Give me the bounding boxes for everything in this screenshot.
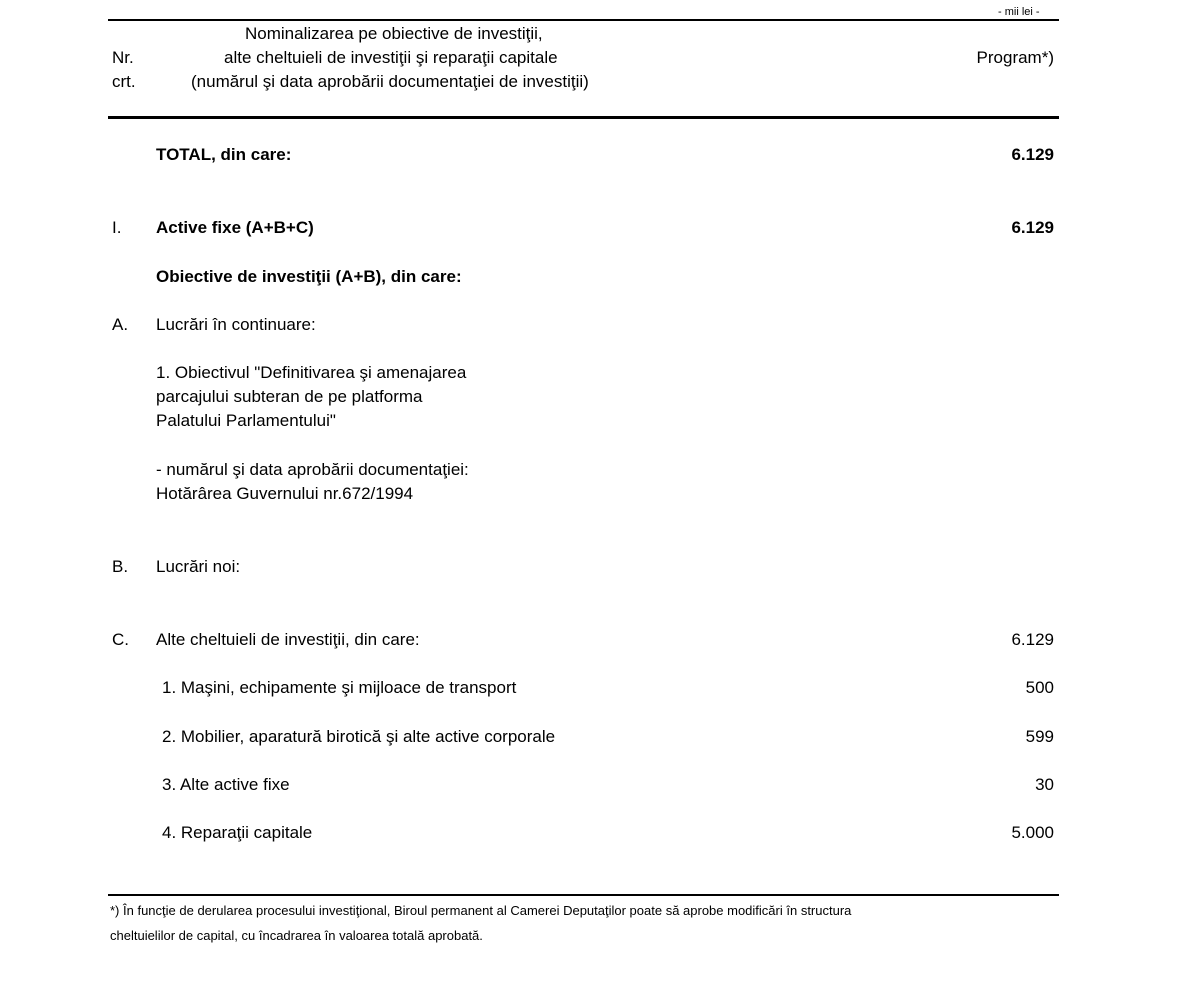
unit-label: - mii lei -	[998, 6, 1040, 18]
footnote-rule	[108, 894, 1059, 896]
section-c-item-value: 5.000	[1011, 823, 1054, 842]
section-i-value: 6.129	[1011, 218, 1054, 237]
footnote-line2: cheltuielilor de capital, cu încadrarea în valoarea totală aprobată.	[110, 928, 483, 943]
section-c-nr: C.	[112, 630, 129, 649]
section-c-item-value: 599	[1025, 727, 1054, 746]
section-c-item-label: 1. Maşini, echipamente şi mijloace de transport	[162, 678, 517, 697]
section-i-nr: I.	[112, 218, 122, 237]
section-i-subheading: Obiective de investiţii (A+B), din care:	[156, 267, 462, 286]
title-header-line1: Nominalizarea pe obiective de investiţii,	[245, 24, 543, 43]
header-top-rule	[108, 19, 1059, 21]
section-a-nr: A.	[112, 315, 129, 334]
section-i-label: Active fixe (A+B+C)	[156, 218, 314, 237]
section-c-item-label: 4. Reparaţii capitale	[162, 823, 313, 842]
total-value: 6.129	[1011, 145, 1054, 164]
title-header-line3: (numărul şi data aprobării documentaţiei de investiţii)	[191, 72, 589, 91]
section-b-label: Lucrări noi:	[156, 557, 241, 576]
section-c-label: Alte cheltuieli de investiţii, din care:	[156, 630, 420, 649]
section-c-value: 6.129	[1011, 630, 1054, 649]
nr-header-line2: crt.	[112, 72, 136, 91]
section-c-item-label: 2. Mobilier, aparatură birotică şi alte active corporale	[162, 727, 556, 746]
footnote-line1: *) În funcţie de derularea procesului investiţional, Biroul permanent al Camerei Deputaţilor poate să aprobe modificări în structura	[110, 903, 852, 918]
section-a-objective: 1. Obiectivul "Definitivarea şi amenajarea parcajului subteran de pe platforma Palatului Parlamentului"	[156, 363, 467, 430]
section-a-label: Lucrări în continuare:	[156, 315, 316, 334]
section-a-approval: - numărul şi data aprobării documentaţiei: Hotărârea Guvernului nr.672/1994	[156, 460, 469, 503]
section-c-item-value: 500	[1025, 678, 1054, 697]
program-header: Program*)	[976, 48, 1054, 67]
header-bottom-rule	[108, 116, 1059, 119]
total-label: TOTAL, din care:	[156, 145, 292, 164]
section-b-nr: B.	[112, 557, 129, 576]
title-header-line2: alte cheltuieli de investiţii şi reparaţii capitale	[224, 48, 558, 67]
section-c-item-label: 3. Alte active fixe	[162, 775, 290, 794]
nr-header-line1: Nr.	[112, 48, 134, 67]
section-c-item-value: 30	[1035, 775, 1054, 794]
